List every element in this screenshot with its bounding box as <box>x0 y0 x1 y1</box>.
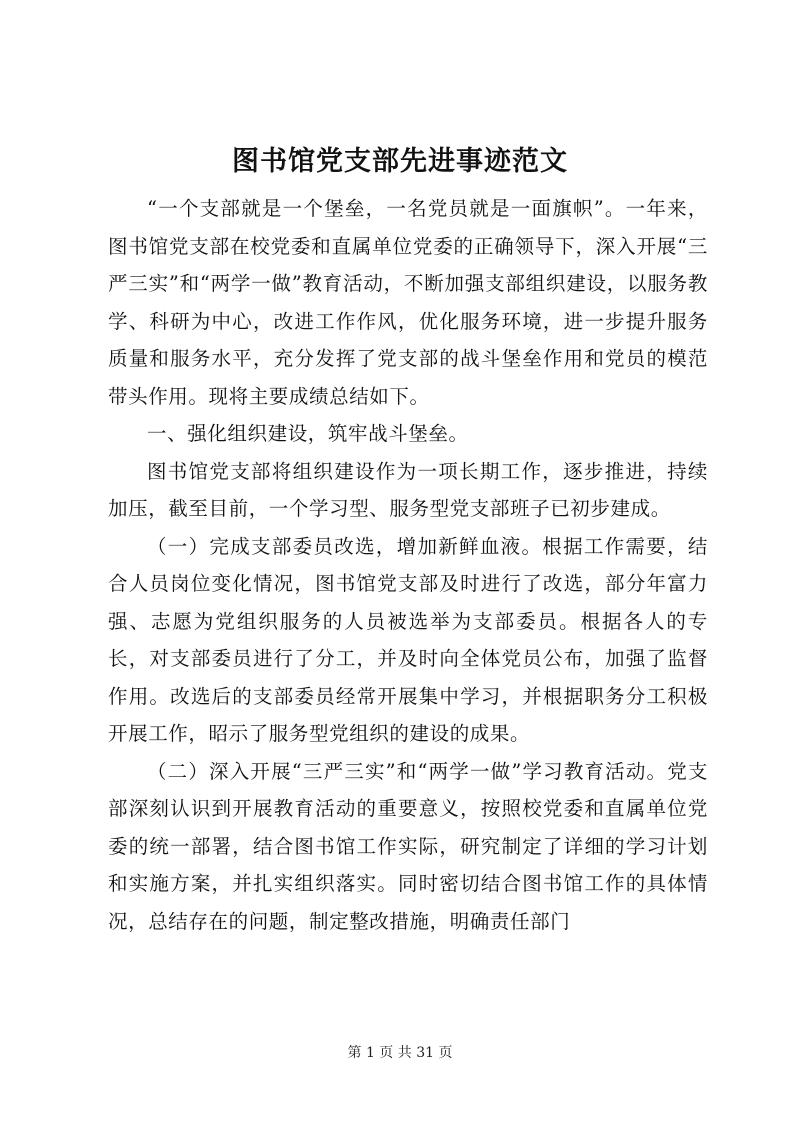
document-body <box>108 190 708 940</box>
page-number-footer: 第 1 页 共 31 页 <box>347 1045 453 1061</box>
paragraph-committee-election: （一）完成支部委员改选，增加新鲜血液。根据工作需要，结合人员岗位变化情况，图书馆党支部及时进行了改选，部分年富力强、志愿为党组织服务的人员被选举为支部委员。根据各人的专长，对支部委员进行了分工，并及时向全体党员公布，加强了监督作用。改选后的支部委员经常开展集中学习，并根据职务分工积极开展工作，昭示了服务型党组织的建设的成果。 <box>108 534 708 745</box>
paragraph-org-building: 图书馆党支部将组织建设作为一项长期工作，逐步推进，持续加压，截至目前，一个学习型、服务型党支部班子已初步建成。 <box>108 459 708 520</box>
paragraph-study-activity: （二）深入开展“三严三实”和“两学一做”学习教育活动。党支部深刻认识到开展教育活动的重要意义，按照校党委和直属单位党委的统一部署，结合图书馆工作实际，研究制定了详细的学习计划和实施方案，并扎实组织落实。同时密切结合图书馆工作的具体情况，总结存在的问题，制定整改措施，明确责任部门 <box>108 759 708 933</box>
document-title: 图书馆党支部先进事迹范文 <box>232 146 568 177</box>
paragraph-intro: “一个支部就是一个堡垒，一名党员就是一面旗帜”。一年来，图书馆党支部在校党委和直属单位党委的正确领导下，深入开展“三严三实”和“两学一做”教育活动，不断加强支部组织建设，以服务教学、科研为中心，改进工作作风，优化服务环境，进一步提升服务质量和服务水平，充分发挥了党支部的战斗堡垒作用和党员的模范带头作用。现将主要成绩总结如下。 <box>108 197 708 408</box>
section-heading-1: 一、强化组织建设，筑牢战斗堡垒。 <box>147 422 469 445</box>
